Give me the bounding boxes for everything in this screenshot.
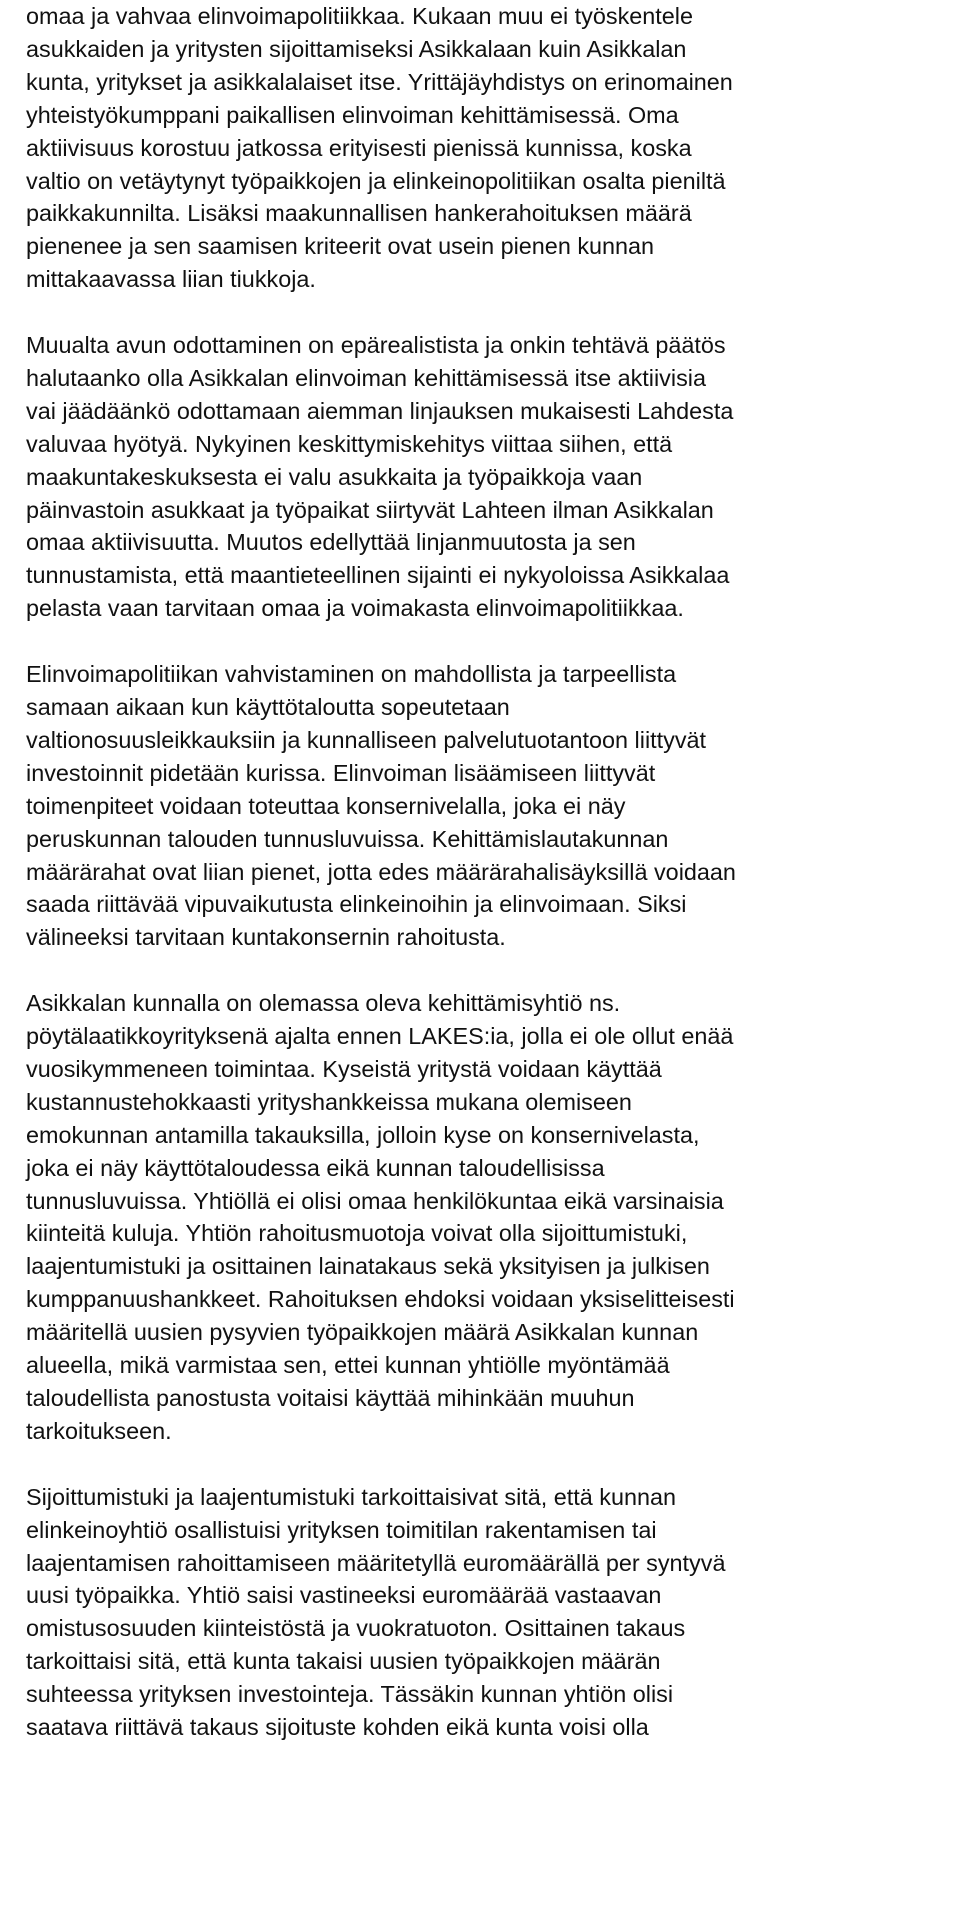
text-line: saada riittävää vipuvaikutusta elinkeinoihin ja elinvoimaan. Siksi — [26, 891, 687, 918]
text-line: halutaanko olla Asikkalan elinvoiman kehittämisessä itse aktiivisia — [26, 364, 706, 391]
text-line: pelasta vaan tarvitaan omaa ja voimakasta elinvoimapolitiikkaa. — [26, 595, 684, 622]
text-line: valuvaa hyötyä. Nykyinen keskittymiskehitys viittaa siihen, että — [26, 430, 673, 457]
text-line: taloudellista panostusta voitaisi käyttää mihinkään muuhun — [26, 1385, 635, 1412]
text-line: omaa ja vahvaa elinvoimapolitiikkaa. Kukaan muu ei työskentele — [26, 3, 694, 29]
text-line: omaa aktiivisuutta. Muutos edellyttää linjanmuutosta ja sen — [26, 529, 636, 556]
text-line: saatava riittävä takaus sijoituste kohden eikä kunta voisi olla — [26, 1714, 649, 1741]
text-line: mittakaavassa liian tiukkoja. — [26, 266, 316, 293]
text-line: aktiivisuus korostuu jatkossa erityisesti pienissä kunnissa, koska — [26, 134, 692, 161]
text-line: uusi työpaikka. Yhtiö saisi vastineeksi euromäärää vastaavan — [26, 1582, 662, 1609]
text-line: valtionosuusleikkauksiin ja kunnalliseen palvelutuotantoon liittyvät — [26, 726, 707, 753]
text-line: määrärahat ovat liian pienet, jotta edes määrärahalisäyksillä voidaan — [26, 858, 736, 885]
text-line: joka ei näy käyttötaloudessa eikä kunnan taloudellisissa — [26, 1154, 605, 1181]
text-line: peruskunnan talouden tunnusluvuissa. Kehittämislautakunnan — [26, 825, 669, 852]
text-line: tarkoitukseen. — [26, 1417, 172, 1444]
text-line: kiinteitä kuluja. Yhtiön rahoitusmuotoja voivat olla sijoittumistuki, — [26, 1220, 688, 1247]
text-line: kunta, yritykset ja asikkalalaiset itse. Yrittäjäyhdistys on erinomainen — [26, 68, 733, 95]
paragraph — [26, 1481, 956, 1744]
paragraph — [26, 329, 956, 625]
text-line: Elinvoimapolitiikan vahvistaminen on mahdollista ja tarpeellista — [26, 661, 677, 688]
text-line: emokunnan antamilla takauksilla, jolloin kyse on konsernivelasta, — [26, 1121, 700, 1148]
text-line: tunnusluvuissa. Yhtiöllä ei olisi omaa henkilökuntaa eikä varsinaisia — [26, 1187, 724, 1214]
text-line: Sijoittumistuki ja laajentumistuki tarkoittaisivat sitä, että kunnan — [26, 1483, 677, 1510]
text-line: elinkeinoyhtiö osallistuisi yrityksen toimitilan rakentamisen tai — [26, 1516, 657, 1543]
paragraph — [26, 0, 956, 296]
text-line: välineeksi tarvitaan kuntakonsernin rahoitusta. — [26, 924, 506, 951]
text-line: paikkakunnilta. Lisäksi maakunnallisen hankerahoituksen määrä — [26, 200, 692, 227]
text-line: vai jäädäänkö odottamaan aiemman linjauksen mukaisesti Lahdesta — [26, 397, 734, 424]
paragraph — [26, 658, 956, 954]
text-line: päinvastoin asukkaat ja työpaikat siirtyvät Lahteen ilman Asikkalan — [26, 496, 714, 523]
document-page — [26, 0, 956, 1777]
text-line: yhteistyökumppani paikallisen elinvoiman kehittämisessä. Oma — [26, 101, 679, 128]
text-line: tarkoittaisi sitä, että kunta takaisi uusien työpaikkojen määrän — [26, 1648, 661, 1675]
text-line: asukkaiden ja yritysten sijoittamiseksi Asikkalaan kuin Asikkalan — [26, 35, 687, 62]
text-line: investoinnit pidetään kurissa. Elinvoiman lisäämiseen liittyvät — [26, 759, 656, 786]
text-line: määritellä uusien pysyvien työpaikkojen määrä Asikkalan kunnan — [26, 1319, 699, 1346]
text-line: alueella, mikä varmistaa sen, ettei kunnan yhtiölle myöntämää — [26, 1352, 670, 1379]
text-line: laajentumistuki ja osittainen lainatakaus sekä yksityisen ja julkisen — [26, 1253, 710, 1280]
text-line: valtio on vetäytynyt työpaikkojen ja elinkeinopolitiikan osalta pieniltä — [26, 167, 726, 194]
text-line: samaan aikaan kun käyttötaloutta sopeutetaan — [26, 694, 510, 720]
paragraph — [26, 987, 956, 1448]
text-line: kumppanuushankkeet. Rahoituksen ehdoksi voidaan yksiselitteisesti — [26, 1286, 735, 1313]
text-line: maakuntakeskuksesta ei valu asukkaita ja työpaikkoja vaan — [26, 463, 643, 490]
text-line: suhteessa yrityksen investointeja. Tässäkin kunnan yhtiön olisi — [26, 1681, 674, 1708]
text-line: kustannustehokkaasti yrityshankkeissa mukana olemiseen — [26, 1088, 632, 1115]
text-line: pienenee ja sen saamisen kriteerit ovat usein pienen kunnan — [26, 233, 655, 260]
text-line: omistusosuuden kiinteistöstä ja vuokratuoton. Osittainen takaus — [26, 1615, 686, 1642]
text-line: toimenpiteet voidaan toteuttaa konsernivelalla, joka ei näy — [26, 792, 626, 819]
text-line: pöytälaatikkoyrityksenä ajalta ennen LAKES:ia, jolla ei ole ollut enää — [26, 1023, 734, 1050]
text-line: Muualta avun odottaminen on epärealistista ja onkin tehtävä päätös — [26, 332, 726, 359]
text-line: Asikkalan kunnalla on olemassa oleva kehittämisyhtiö ns. — [26, 990, 621, 1017]
text-line: vuosikymmeneen toimintaa. Kyseistä yritystä voidaan käyttää — [26, 1055, 662, 1082]
text-line: laajentamisen rahoittamiseen määritetyllä euromäärällä per syntyvä — [26, 1549, 726, 1576]
text-line: tunnustamista, että maantieteellinen sijainti ei nykyoloissa Asikkalaa — [26, 562, 730, 589]
